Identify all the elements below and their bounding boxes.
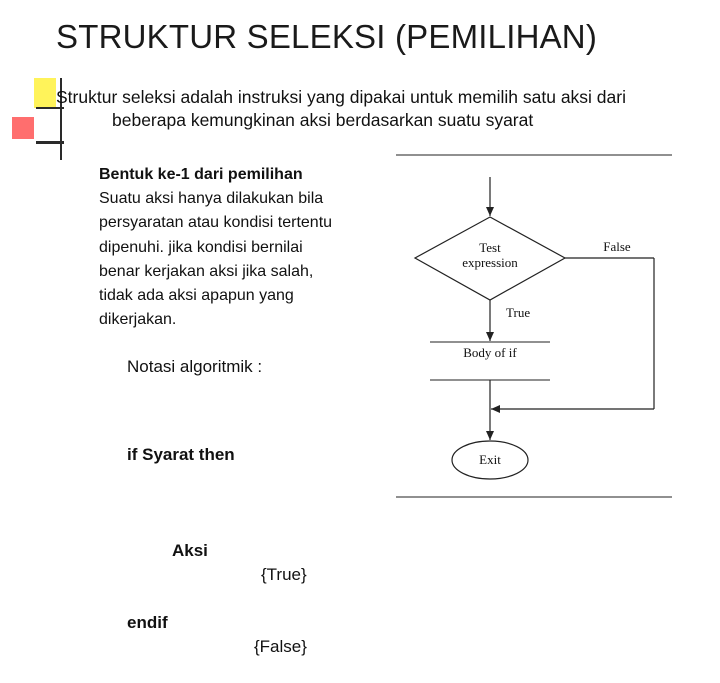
code-if-line: if Syarat then [127,445,235,464]
exit-label: Exit [479,452,501,467]
bentuk-heading: Bentuk ke-1 dari pemilihan [99,166,303,183]
code-true-comment: {True} [261,565,307,584]
bentuk-line: Suatu aksi hanya dilakukan bila [99,190,324,208]
test-label-line2: expression [462,255,518,270]
bentuk-line: benar kerjakan aksi jika salah, [99,262,314,280]
intro-line-1: Struktur seleksi adalah instruksi yang dipakai untuk memilih satu aksi dari [56,87,626,107]
code-false-comment: {False} [254,637,307,656]
code-aksi: Aksi [172,541,208,560]
bentuk-line: persyaratan atau kondisi tertentu [99,214,333,232]
bentuk-line: dikerjakan. [99,311,177,329]
bentuk-line: dipenuhi. jika kondisi bernilai [99,238,303,256]
false-label: False [603,239,631,254]
body-of-if-label: Body of if [463,345,517,360]
page-title: STRUKTUR SELEKSI (PEMILIHAN) [56,18,598,55]
true-label: True [506,305,531,320]
test-label-line1: Test [479,240,501,255]
intro-line-2: beberapa kemungkinan aksi berdasarkan suatu syarat [112,110,534,130]
code-endif: endif [127,613,168,632]
bentuk-line: tidak ada aksi apapun yang [99,287,294,305]
notasi-label: Notasi algoritmik : [127,357,263,376]
